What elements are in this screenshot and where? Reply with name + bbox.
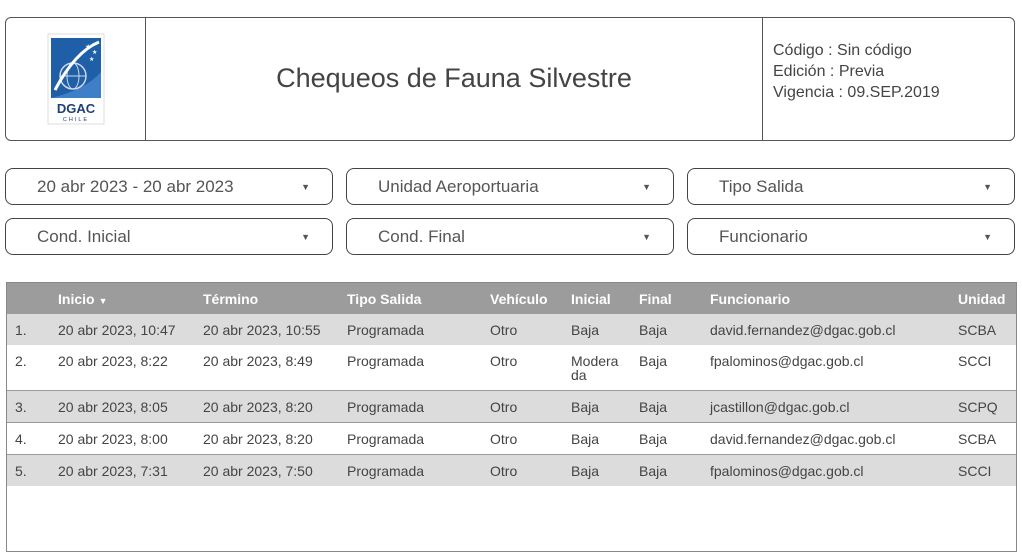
cell-final: Baja (631, 455, 702, 487)
funcionario-filter[interactable] (687, 218, 1015, 255)
cell-tipo-salida: Programada (339, 455, 482, 487)
svg-text:★: ★ (91, 49, 97, 56)
chevron-down-icon: ▼ (983, 181, 992, 192)
col-inicio[interactable] (50, 283, 195, 314)
dgac-emblem-icon (45, 32, 107, 126)
cell-unidad: SCBA (950, 423, 1017, 455)
cell-index: 5. (7, 455, 50, 487)
date-range-label: 20 abr 2023 - 20 abr 2023 (37, 176, 234, 196)
tipo-salida-label: Tipo Salida (719, 176, 804, 196)
cell-final: Baja (631, 423, 702, 455)
cell-index: 2. (7, 345, 50, 391)
cell-termino: 20 abr 2023, 8:20 (195, 423, 339, 455)
cell-tipo-salida: Programada (339, 423, 482, 455)
table-row[interactable] (7, 455, 1017, 487)
col-funcionario[interactable]: Funcionario (702, 283, 950, 314)
cond-final-filter[interactable] (346, 218, 674, 255)
cell-termino: 20 abr 2023, 7:50 (195, 455, 339, 487)
table-row[interactable] (7, 314, 1017, 345)
table-row[interactable] (7, 345, 1017, 391)
unidad-filter[interactable] (346, 168, 674, 205)
cell-inicial: Baja (563, 455, 631, 487)
cell-index: 1. (7, 314, 50, 345)
cell-vehiculo: Otro (482, 345, 563, 391)
cell-funcionario: jcastillon@dgac.gob.cl (702, 391, 950, 423)
svg-text:★: ★ (84, 43, 91, 51)
cell-vehiculo: Otro (482, 391, 563, 423)
table-row[interactable] (7, 423, 1017, 455)
unidad-label: Unidad Aeroportuaria (378, 176, 539, 196)
doc-vigencia: Vigencia : 09.SEP.2019 (773, 84, 940, 101)
cell-funcionario: david.fernandez@dgac.gob.cl (702, 423, 950, 455)
col-termino[interactable]: Término (195, 283, 339, 314)
cell-vehiculo: Otro (482, 423, 563, 455)
date-range-filter[interactable] (5, 168, 333, 205)
table-header-row (7, 283, 1017, 314)
cell-unidad: SCBA (950, 314, 1017, 345)
dgac-logo (45, 32, 107, 126)
cell-final: Baja (631, 314, 702, 345)
cell-funcionario: david.fernandez@dgac.gob.cl (702, 314, 950, 345)
col-vehiculo[interactable]: Vehículo (482, 283, 563, 314)
cond-inicial-label: Cond. Inicial (37, 226, 131, 246)
cond-final-label: Cond. Final (378, 226, 465, 246)
chevron-down-icon: ▼ (642, 181, 651, 192)
cell-inicio: 20 abr 2023, 7:31 (50, 455, 195, 487)
col-inicial[interactable]: Inicial (563, 283, 631, 314)
cell-funcionario: fpalominos@dgac.gob.cl (702, 455, 950, 487)
cond-inicial-filter[interactable] (5, 218, 333, 255)
doc-codigo: Código : Sin código (773, 42, 912, 59)
cell-termino: 20 abr 2023, 8:20 (195, 391, 339, 423)
cell-termino: 20 abr 2023, 8:49 (195, 345, 339, 391)
results-table (7, 283, 1017, 486)
results-table-container (6, 282, 1017, 552)
cell-tipo-salida: Programada (339, 314, 482, 345)
cell-vehiculo: Otro (482, 455, 563, 487)
cell-inicio: 20 abr 2023, 8:05 (50, 391, 195, 423)
chevron-down-icon: ▼ (301, 231, 310, 242)
cell-inicio: 20 abr 2023, 8:00 (50, 423, 195, 455)
cell-unidad: SCCI (950, 345, 1017, 391)
cell-inicial: Moderada (563, 345, 631, 391)
col-unidad[interactable]: Unidad (950, 283, 1017, 314)
cell-inicial: Baja (563, 314, 631, 345)
cell-tipo-salida: Programada (339, 391, 482, 423)
cell-unidad: SCCI (950, 455, 1017, 487)
chevron-down-icon: ▼ (301, 181, 310, 192)
cell-termino: 20 abr 2023, 10:55 (195, 314, 339, 345)
cell-inicio: 20 abr 2023, 8:22 (50, 345, 195, 391)
col-final[interactable]: Final (631, 283, 702, 314)
cell-vehiculo: Otro (482, 314, 563, 345)
page-title: Chequeos de Fauna Silvestre (276, 62, 632, 93)
document-meta (762, 18, 1014, 140)
tipo-salida-filter[interactable] (687, 168, 1015, 205)
doc-edicion: Edición : Previa (773, 63, 885, 80)
cell-inicial: Baja (563, 423, 631, 455)
cell-final: Baja (631, 391, 702, 423)
cell-funcionario: fpalominos@dgac.gob.cl (702, 345, 950, 391)
cell-index: 4. (7, 423, 50, 455)
filter-panel (5, 168, 1017, 268)
cell-inicial: Baja (563, 391, 631, 423)
funcionario-label: Funcionario (719, 226, 808, 246)
cell-unidad: SCPQ (950, 391, 1017, 423)
cell-index: 3. (7, 391, 50, 423)
cell-inicio: 20 abr 2023, 10:47 (50, 314, 195, 345)
chevron-down-icon: ▼ (983, 231, 992, 242)
col-tipo-salida[interactable]: Tipo Salida (339, 283, 482, 314)
report-header (5, 17, 1015, 141)
chevron-down-icon: ▼ (642, 231, 651, 242)
table-row[interactable] (7, 391, 1017, 423)
col-index (7, 283, 50, 314)
sort-desc-icon: ▼ (98, 295, 108, 306)
svg-text:★: ★ (88, 56, 94, 63)
col-inicio-label: Inicio (58, 290, 95, 307)
cell-tipo-salida: Programada (339, 345, 482, 391)
logo-cell (6, 18, 146, 140)
logo-text: DGAC (56, 101, 95, 116)
logo-subtext: CHILE (62, 117, 89, 123)
cell-final: Baja (631, 345, 702, 391)
